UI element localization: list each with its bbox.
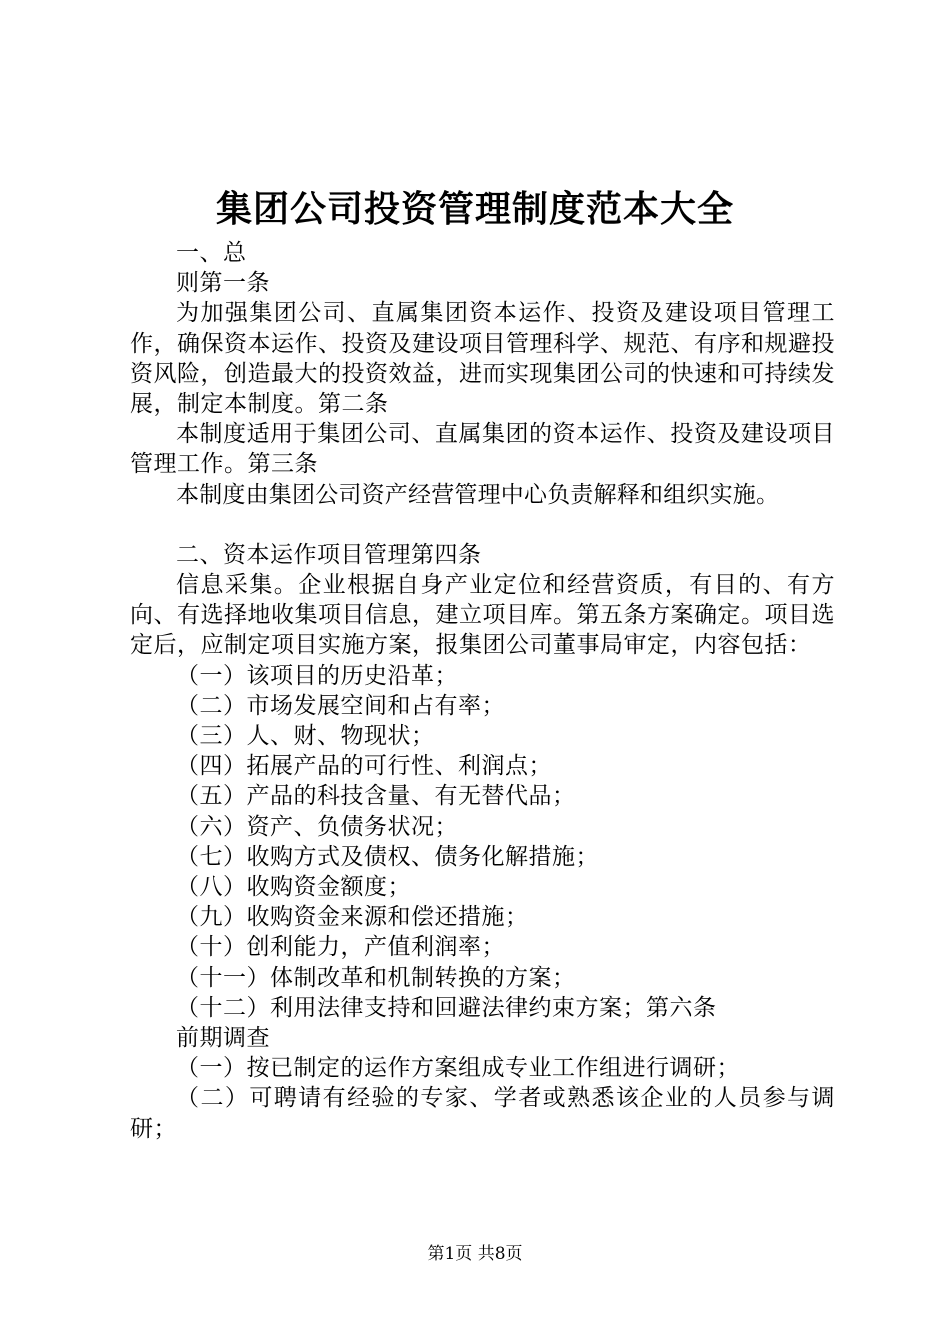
document-title: 集团公司投资管理制度范本大全 <box>215 188 734 230</box>
section-heading: 二、资本运作项目管理第四条 <box>176 541 482 568</box>
list-item: （八）收购资金额度； <box>176 874 411 901</box>
paragraph: 前期调查 <box>176 1025 270 1052</box>
page-footer: 第1页 共8页 <box>427 1244 523 1264</box>
list-item: （十二）利用法律支持和回避法律约束方案；第六条 <box>176 994 717 1021</box>
paragraph-gap <box>130 510 835 540</box>
paragraph: 则第一条 <box>176 270 270 297</box>
paragraph: 本制度由集团公司资产经营管理中心负责解释和组织实施。 <box>176 481 780 508</box>
list-item: （七）收购方式及债权、债务化解措施； <box>176 843 599 870</box>
paragraph: 信息采集。企业根据自身产业定位和经营资质，有目的、有方向、有选择地收集项目信息，建立项目库。第五条方案确定。项目选定后，应制定项目实施方案，报集团公司董事局审定，内容包括： <box>130 572 835 659</box>
paragraph: 为加强集团公司、直属集团资本运作、投资及建设项目管理工作，确保资本运作、投资及建设项目管理科学、规范、有序和规避投资风险，创造最大的投资效益，进而实现集团公司的快速和可持续发展，制定本制度。第二条 <box>130 300 835 418</box>
list-item: （二）可聘请有经验的专家、学者或熟悉该企业的人员参与调研； <box>130 1085 835 1142</box>
document-body <box>130 238 835 1144</box>
paragraph: 本制度适用于集团公司、直属集团的资本运作、投资及建设项目管理工作。第三条 <box>130 421 835 478</box>
list-item: （五）产品的科技含量、有无替代品； <box>176 783 576 810</box>
list-item: （四）拓展产品的可行性、利润点； <box>176 753 552 780</box>
list-item: （二）市场发展空间和占有率； <box>176 692 505 719</box>
list-item: （六）资产、负债务状况； <box>176 813 458 840</box>
list-item: （十）创利能力，产值利润率； <box>176 934 505 961</box>
list-item: （一）该项目的历史沿革； <box>176 662 458 689</box>
list-item: （九）收购资金来源和偿还措施； <box>176 904 529 931</box>
list-item: （十一）体制改革和机制转换的方案； <box>176 964 576 991</box>
list-item: （一）按已制定的运作方案组成专业工作组进行调研； <box>176 1055 740 1082</box>
paragraph: 一、总 <box>176 240 247 266</box>
list-item: （三）人、财、物现状； <box>176 723 435 750</box>
